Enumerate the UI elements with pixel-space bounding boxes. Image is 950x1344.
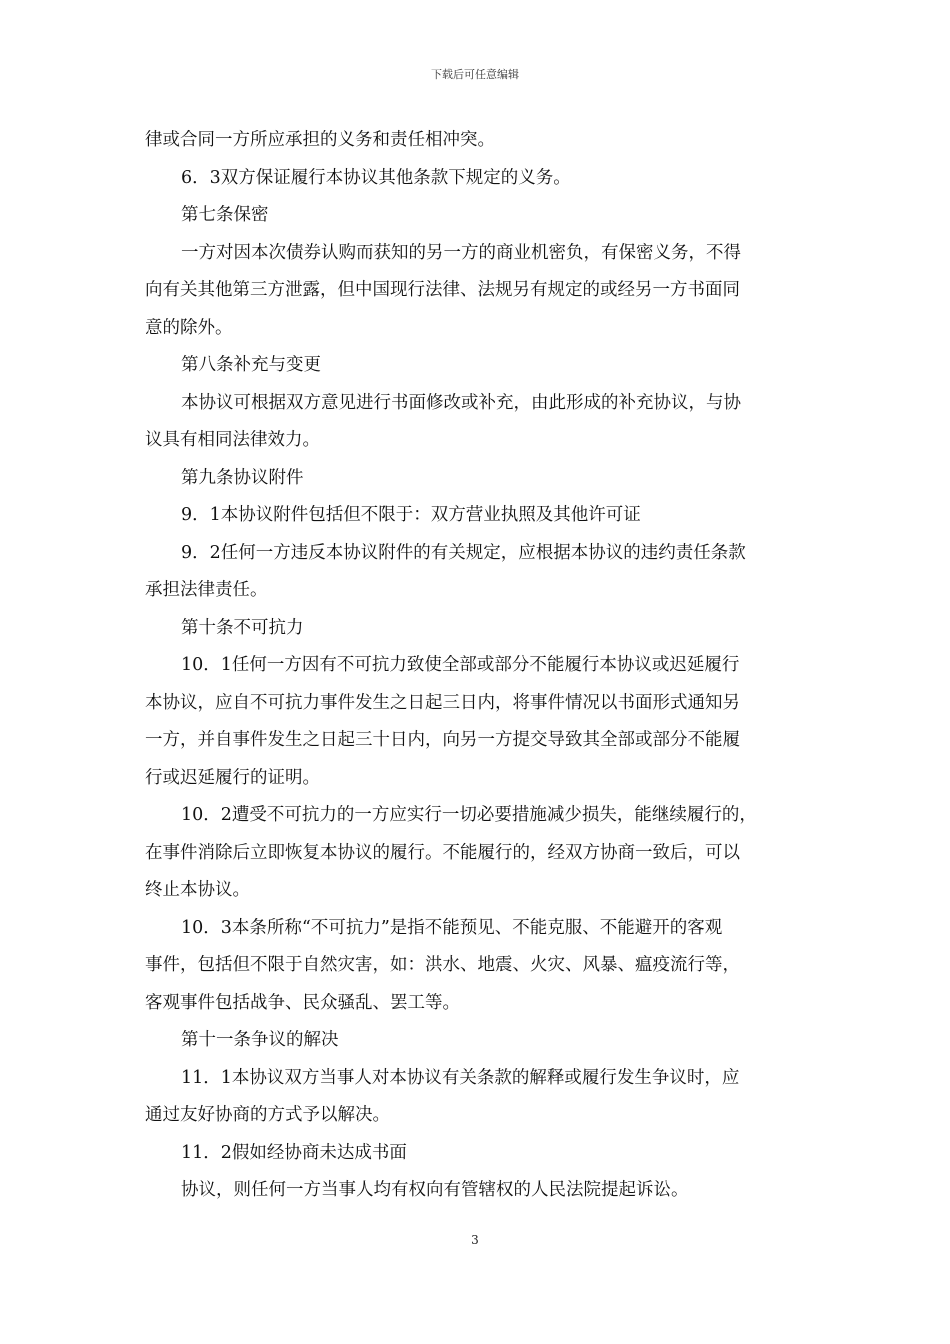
text-line: 第七条保密 bbox=[181, 205, 269, 225]
text-line: 第十条不可抗力 bbox=[181, 617, 304, 638]
text-line: 一方，并自事件发生之日起三十日内，向另一方提交导致其全部或部分不能履 bbox=[145, 730, 740, 750]
text-line: 在事件消除后立即恢复本协议的履行。不能履行的，经双方协商一致后，可以 bbox=[145, 842, 740, 863]
text-line: 本协议可根据双方意见进行书面修改或补充，由此形成的补充协议，与协 bbox=[181, 392, 741, 413]
page-number: 3 bbox=[471, 1233, 479, 1247]
text-line: 6．3双方保证履行本协议其他条款下规定的义务。 bbox=[181, 167, 571, 188]
text-line: 9．1本协议附件包括但不限于：双方营业执照及其他许可证 bbox=[181, 505, 641, 525]
document-body bbox=[145, 122, 807, 1210]
text-line: 10．3本条所称“不可抗力”是指不能预见、不能克服、不能避开的客观 bbox=[181, 917, 723, 938]
text-line: 行或迟延履行的证明。 bbox=[145, 767, 320, 788]
page-header: 下载后可任意编辑 bbox=[431, 68, 519, 81]
text-line: 第十一条争议的解决 bbox=[181, 1030, 339, 1050]
text-line: 10．1任何一方因有不可抗力致使全部或部分不能履行本协议或迟延履行 bbox=[181, 655, 740, 675]
text-line: 承担法律责任。 bbox=[145, 580, 268, 600]
text-line: 事件，包括但不限于自然灾害，如：洪水、地震、火灾、风暴、瘟疫流行等， bbox=[145, 955, 740, 975]
text-line: 通过友好协商的方式予以解决。 bbox=[145, 1105, 390, 1125]
text-line: 9．2任何一方违反本协议附件的有关规定，应根据本协议的违约责任条款 bbox=[181, 542, 746, 563]
text-line: 10．2遭受不可抗力的一方应实行一切必要措施减少损失，能继续履行的， bbox=[181, 805, 757, 825]
text-line: 律或合同一方所应承担的义务和责任相冲突。 bbox=[145, 130, 495, 150]
text-line: 第九条协议附件 bbox=[181, 467, 304, 488]
text-line: 意的除外。 bbox=[145, 317, 233, 338]
text-line: 终止本协议。 bbox=[145, 880, 250, 900]
text-line: 第八条补充与变更 bbox=[181, 355, 321, 375]
text-line: 11．1本协议双方当事人对本协议有关条款的解释或履行发生争议时，应 bbox=[181, 1067, 740, 1088]
text-line: 本协议，应自不可抗力事件发生之日起三日内，将事件情况以书面形式通知另 bbox=[145, 692, 740, 713]
text-line: 向有关其他第三方泄露，但中国现行法律、法规另有规定的或经另一方书面同 bbox=[145, 280, 740, 300]
text-line: 11．2假如经协商未达成书面 bbox=[181, 1142, 407, 1163]
text-line: 议具有相同法律效力。 bbox=[145, 430, 320, 450]
text-line: 一方对因本次债券认购而获知的另一方的商业机密负，有保密义务，不得 bbox=[181, 242, 741, 263]
text-line: 客观事件包括战争、民众骚乱、罢工等。 bbox=[145, 992, 460, 1013]
text-line: 协议，则任何一方当事人均有权向有管辖权的人民法院提起诉讼。 bbox=[181, 1180, 689, 1200]
